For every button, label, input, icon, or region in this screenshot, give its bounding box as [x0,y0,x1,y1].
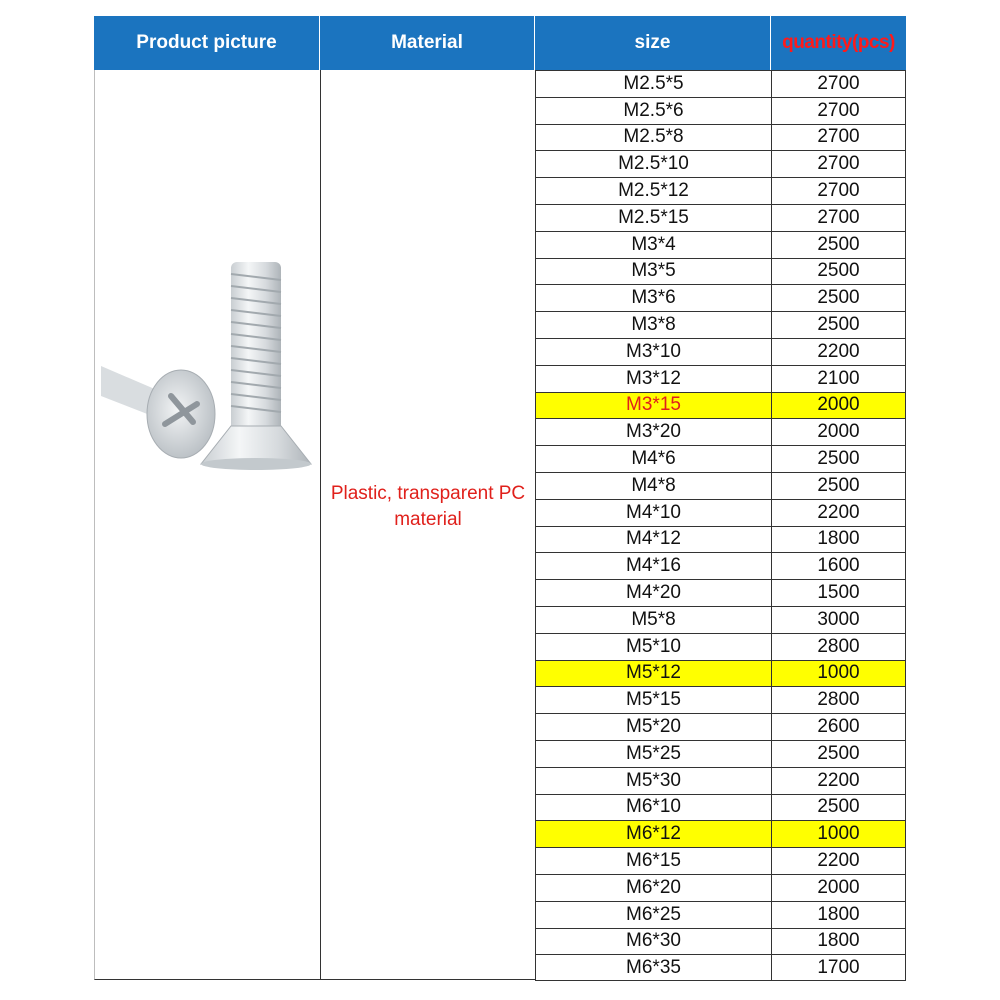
size-cell: M3*12 [535,365,771,392]
header-quantity: quantity(pcs) [771,16,906,70]
size-cell: M5*10 [535,633,771,660]
size-cell: M5*30 [535,767,771,794]
product-picture-cell [94,70,320,980]
table-row [535,794,906,821]
table-row [535,418,906,445]
table-row [535,847,906,874]
size-cell: M3*20 [535,418,771,445]
quantity-cell: 1800 [771,901,906,928]
quantity-cell: 1000 [771,820,906,847]
size-cell: M5*8 [535,606,771,633]
quantity-cell: 2700 [771,70,906,97]
quantity-cell: 2600 [771,713,906,740]
table-row [535,686,906,713]
header-size: size [535,16,771,70]
quantity-cell: 3000 [771,606,906,633]
header-material: Material [320,16,535,70]
quantity-cell: 2200 [771,338,906,365]
quantity-cell: 2000 [771,392,906,419]
table-row [535,499,906,526]
product-spec-table [94,16,906,980]
table-row [535,579,906,606]
quantity-cell: 2200 [771,767,906,794]
table-row [535,231,906,258]
quantity-cell: 2500 [771,258,906,285]
size-cell: M2.5*15 [535,204,771,231]
quantity-cell: 2700 [771,204,906,231]
size-cell: M3*5 [535,258,771,285]
quantity-cell: 2200 [771,499,906,526]
size-cell: M3*6 [535,284,771,311]
header-product-picture: Product picture [94,16,320,70]
quantity-cell: 1600 [771,552,906,579]
table-row [535,526,906,553]
quantity-cell: 2500 [771,231,906,258]
size-cell: M4*6 [535,445,771,472]
size-cell: M4*10 [535,499,771,526]
table-row [535,472,906,499]
quantity-cell: 2500 [771,284,906,311]
table-row [535,204,906,231]
table-row [535,284,906,311]
size-cell: M2.5*6 [535,97,771,124]
table-row [535,365,906,392]
size-cell: M5*15 [535,686,771,713]
quantity-cell: 2000 [771,418,906,445]
size-cell: M2.5*8 [535,124,771,151]
quantity-cell: 1700 [771,954,906,981]
quantity-cell: 2500 [771,445,906,472]
quantity-cell: 1800 [771,928,906,955]
size-cell: M2.5*10 [535,150,771,177]
quantity-cell: 2800 [771,686,906,713]
size-cell: M6*10 [535,794,771,821]
size-quantity-rows [535,70,906,981]
size-cell: M6*35 [535,954,771,981]
quantity-cell: 2200 [771,847,906,874]
size-cell: M4*12 [535,526,771,553]
table-row [535,901,906,928]
table-row [535,177,906,204]
quantity-cell: 2700 [771,177,906,204]
size-cell: M3*15 [535,392,771,419]
table-row [535,740,906,767]
table-row [535,445,906,472]
quantity-cell: 2100 [771,365,906,392]
quantity-cell: 2500 [771,472,906,499]
size-cell: M4*20 [535,579,771,606]
table-row [535,660,906,687]
quantity-cell: 2500 [771,311,906,338]
quantity-cell: 2500 [771,740,906,767]
quantity-cell: 1000 [771,660,906,687]
table-row [535,633,906,660]
quantity-cell: 1800 [771,526,906,553]
table-row [535,97,906,124]
table-row [535,713,906,740]
size-cell: M6*30 [535,928,771,955]
table-row [535,954,906,981]
table-row [535,150,906,177]
table-row [535,258,906,285]
size-cell: M5*12 [535,660,771,687]
quantity-cell: 2800 [771,633,906,660]
table-row [535,70,906,97]
quantity-cell: 2500 [771,794,906,821]
size-cell: M2.5*12 [535,177,771,204]
material-cell [320,70,535,980]
size-cell: M5*20 [535,713,771,740]
size-cell: M2.5*5 [535,70,771,97]
table-row [535,338,906,365]
size-cell: M6*15 [535,847,771,874]
size-cell: M3*10 [535,338,771,365]
size-cell: M6*12 [535,820,771,847]
screw-photo [101,256,323,482]
table-row [535,392,906,419]
table-row [535,874,906,901]
size-cell: M3*8 [535,311,771,338]
size-cell: M6*20 [535,874,771,901]
quantity-cell: 2700 [771,150,906,177]
table-row [535,928,906,955]
table-row [535,606,906,633]
size-cell: M4*16 [535,552,771,579]
table-row [535,552,906,579]
quantity-cell: 1500 [771,579,906,606]
size-cell: M3*4 [535,231,771,258]
material-text: Plastic, transparent PC material [330,482,526,530]
size-cell: M4*8 [535,472,771,499]
size-cell: M6*25 [535,901,771,928]
quantity-cell: 2000 [771,874,906,901]
table-row [535,767,906,794]
size-cell: M5*25 [535,740,771,767]
table-row [535,311,906,338]
table-row [535,124,906,151]
table-row [535,820,906,847]
quantity-cell: 2700 [771,124,906,151]
quantity-cell: 2700 [771,97,906,124]
